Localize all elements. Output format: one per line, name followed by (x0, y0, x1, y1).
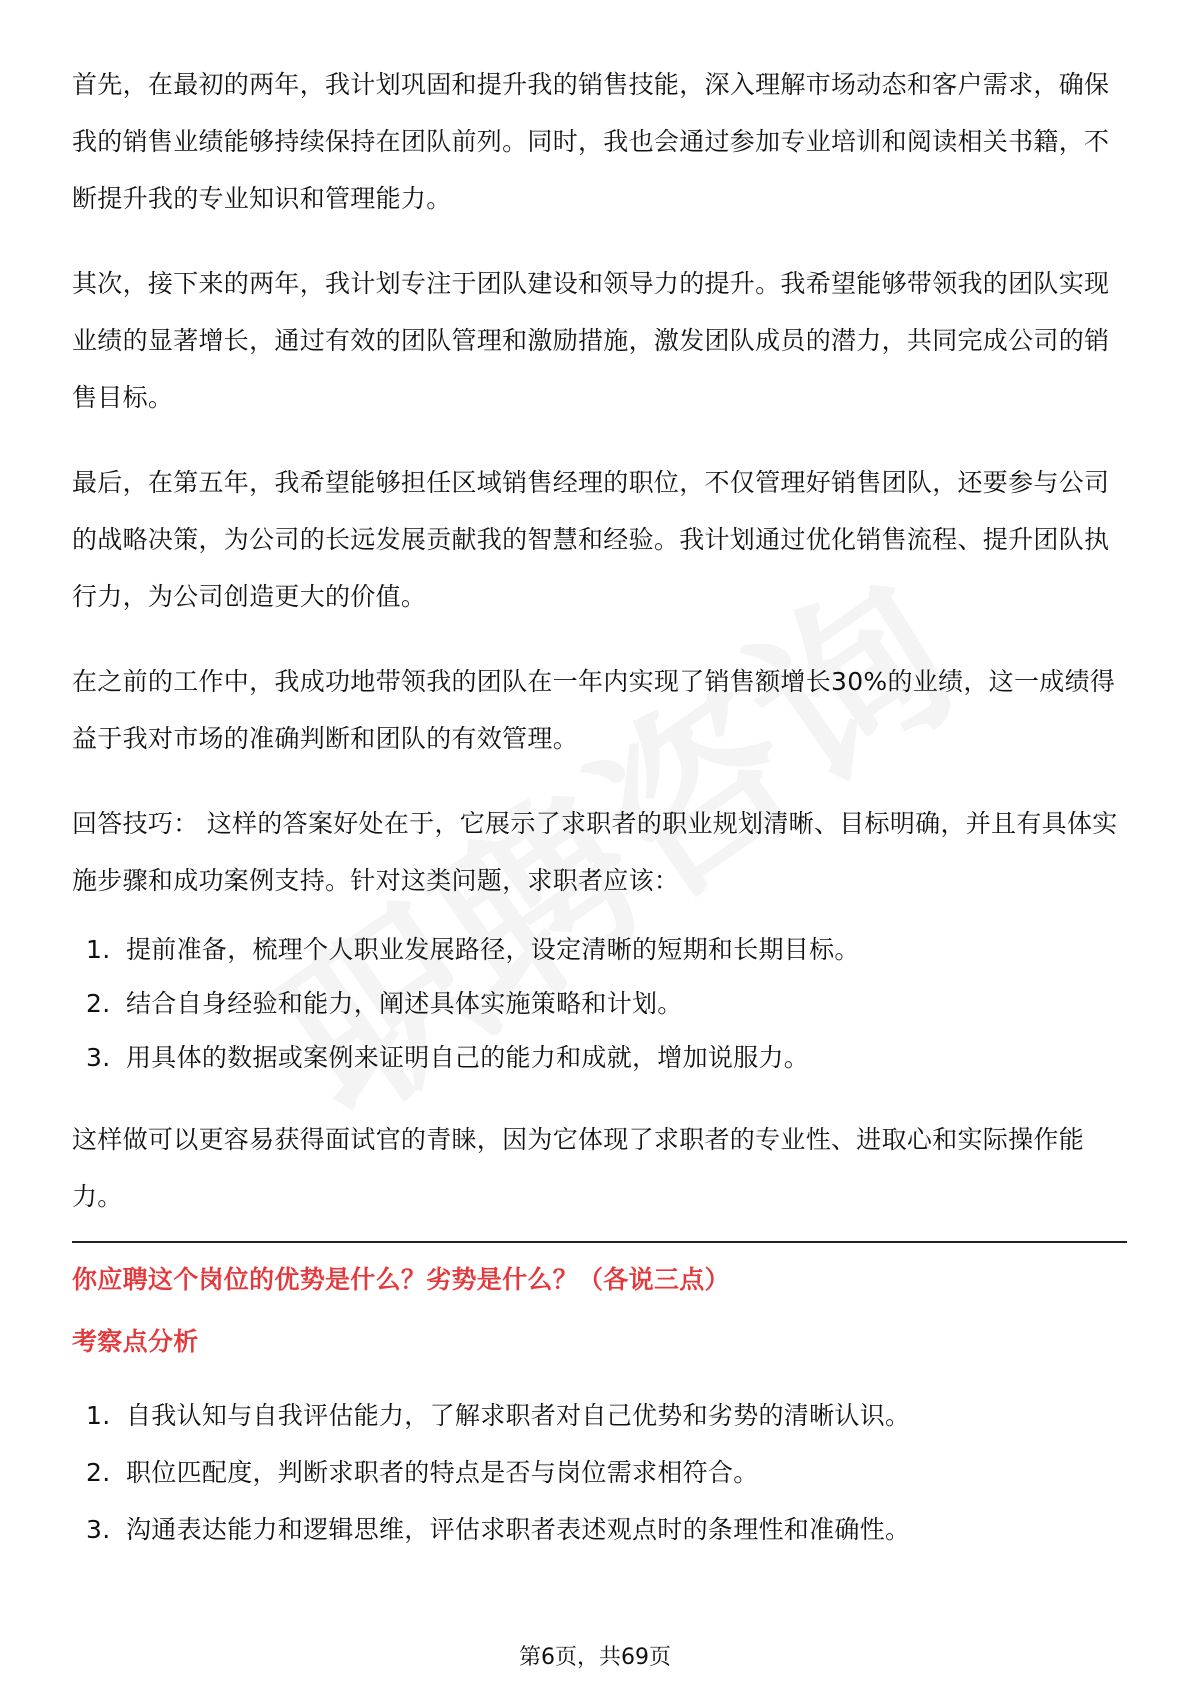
paragraph-fifth-year: 最后，在第五年，我希望能够担任区域销售经理的职位，不仅管理好销售团队，还要参与公司的战略决策，为公司的长远发展贡献我的智慧和经验。我计划通过优化销售流程、提升团队执行力，为公司创造更大的价值。 (72, 468, 1110, 611)
list-item (72, 977, 1127, 1031)
list-number: 2. (86, 1458, 111, 1487)
question-heading: 你应聘这个岗位的优势是什么？劣势是什么？（各说三点） (72, 1265, 730, 1294)
list-number: 1. (86, 935, 111, 964)
list-item (72, 1387, 1127, 1444)
list-number: 3. (86, 1043, 111, 1072)
page-content (72, 56, 1127, 1558)
list-text: 沟通表达能力和逻辑思维，评估求职者表述观点时的条理性和准确性。 (126, 1515, 911, 1544)
list-item (72, 1444, 1127, 1501)
paragraph-past-achievement: 在之前的工作中，我成功地带领我的团队在一年内实现了销售额增长30%的业绩，这一成绩得益于我对市场的准确判断和团队的有效管理。 (72, 667, 1116, 753)
paragraph-closing: 这样做可以更容易获得面试官的青睐，因为它体现了求职者的专业性、进取心和实际操作能力。 (72, 1125, 1085, 1211)
paragraph-next-two-years: 其次，接下来的两年，我计划专注于团队建设和领导力的提升。我希望能够带领我的团队实现业绩的显著增长，通过有效的团队管理和激励措施，激发团队成员的潜力，共同完成公司的销售目标。 (72, 269, 1110, 412)
list-text: 提前准备，梳理个人职业发展路径，设定清晰的短期和长期目标。 (126, 935, 860, 964)
list-item (72, 923, 1127, 977)
list-text: 用具体的数据或案例来证明自己的能力和成就，增加说服力。 (126, 1043, 810, 1072)
paragraph-first-two-years: 首先，在最初的两年，我计划巩固和提升我的销售技能，深入理解市场动态和客户需求，确保我的销售业绩能够持续保持在团队前列。同时，我也会通过参加专业培训和阅读相关书籍，不断提升我的专业知识和管理能力。 (72, 70, 1110, 213)
list-text: 自我认知与自我评估能力，了解求职者对自己优势和劣势的清晰认识。 (126, 1401, 911, 1430)
list-item (72, 1501, 1127, 1558)
tips-list (72, 923, 1127, 1085)
list-text: 职位匹配度，判断求职者的特点是否与岗位需求相符合。 (126, 1458, 759, 1487)
list-item (72, 1031, 1127, 1085)
list-number: 2. (86, 989, 111, 1018)
paragraph-answer-tips: 回答技巧： 这样的答案好处在于，它展示了求职者的职业规划清晰、目标明确，并且有具体实施步骤和成功案例支持。针对这类问题，求职者应该： (72, 809, 1118, 895)
section-divider (72, 1241, 1127, 1243)
analysis-list (72, 1387, 1127, 1558)
list-text: 结合自身经验和能力，阐述具体实施策略和计划。 (126, 989, 683, 1018)
analysis-heading: 考察点分析 (72, 1327, 199, 1356)
list-number: 3. (86, 1515, 111, 1544)
list-number: 1. (86, 1401, 111, 1430)
page-number-footer: 第6页，共69页 (519, 1645, 671, 1670)
